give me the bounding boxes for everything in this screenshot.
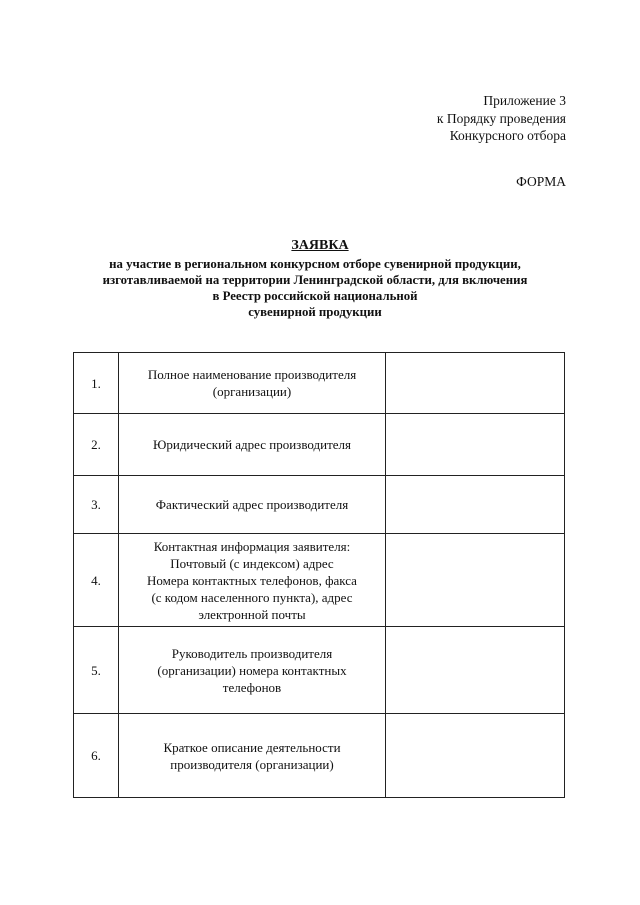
row-value-field[interactable] <box>386 714 565 798</box>
row-value-field[interactable] <box>386 353 565 414</box>
row-value-field[interactable] <box>386 414 565 476</box>
document-title: ЗАЯВКА <box>291 238 349 253</box>
table-row <box>74 414 565 476</box>
row-label <box>119 414 386 476</box>
row-label-line: (с кодом населенного пункта), адрес <box>151 589 353 605</box>
table-row <box>74 714 565 798</box>
table-row <box>74 476 565 534</box>
row-label <box>119 534 386 627</box>
application-table <box>73 352 565 798</box>
row-number: 6. <box>74 714 119 798</box>
row-label-line: Фактический адрес производителя <box>155 497 349 512</box>
row-label-line: Краткое описание деятельности <box>163 739 341 755</box>
subtitle-line: сувенирной продукции <box>248 305 382 319</box>
row-number: 5. <box>74 627 119 714</box>
appendix-header <box>437 92 566 145</box>
row-value-field[interactable] <box>386 627 565 714</box>
appendix-line: Приложение 3 <box>483 93 566 108</box>
row-label-line: электронной почты <box>198 606 306 622</box>
row-label-line: Полное наименование производителя <box>147 367 357 382</box>
row-value-field[interactable] <box>386 476 565 534</box>
form-label: ФОРМА <box>516 174 566 189</box>
row-label-line: (организации) <box>212 384 292 399</box>
row-label-line: Руководитель производителя <box>171 645 333 661</box>
appendix-line: Конкурсного отбора <box>449 128 566 143</box>
row-number: 3. <box>74 476 119 534</box>
table-row <box>74 627 565 714</box>
subtitle-line: изготавливаемой на территории Ленинградской области, для включения <box>102 273 528 287</box>
appendix-line: к Порядку проведения <box>436 110 566 126</box>
row-label-line: Контактная информация заявителя: <box>153 538 351 554</box>
document-subtitle <box>60 256 570 320</box>
row-label <box>119 353 386 414</box>
subtitle-line: на участие в региональном конкурсном отборе сувенирной продукции, <box>109 257 521 271</box>
subtitle-line: в Реестр российской национальной <box>212 289 418 303</box>
row-value-field[interactable] <box>386 534 565 627</box>
row-number: 1. <box>74 353 119 414</box>
row-label-line: телефонов <box>222 679 282 695</box>
table-row <box>74 353 565 414</box>
row-label-line: Юридический адрес производителя <box>153 437 351 452</box>
row-number: 2. <box>74 414 119 476</box>
row-label <box>119 476 386 534</box>
row-number: 4. <box>74 534 119 627</box>
row-label-line: Почтовый (с индексом) адрес <box>170 555 334 571</box>
row-label <box>119 627 386 714</box>
row-label <box>119 714 386 798</box>
row-label-line: (организации) номера контактных <box>157 662 347 678</box>
table-row <box>74 534 565 627</box>
row-label-line: Номера контактных телефонов, факса <box>147 572 357 588</box>
row-label-line: производителя (организации) <box>170 756 334 772</box>
